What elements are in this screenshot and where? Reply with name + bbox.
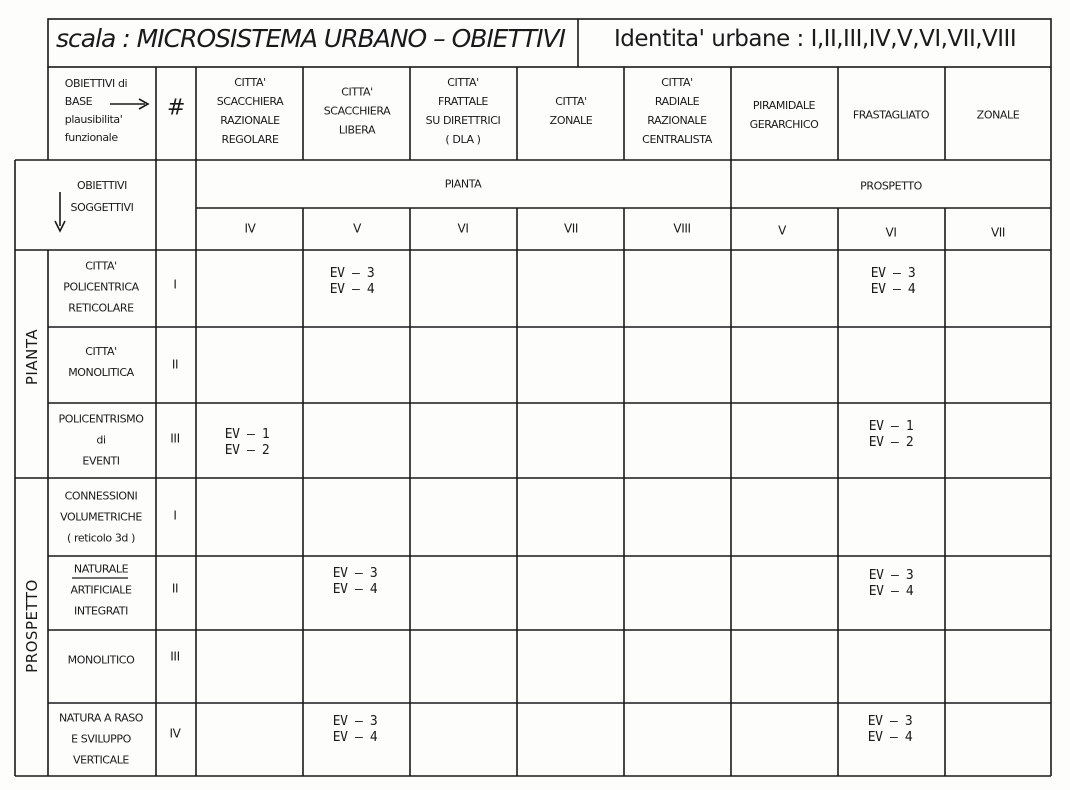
row-label-6: MONOLITICO (67, 653, 135, 667)
col-num-1: IV (244, 221, 256, 236)
row-num-7: IV (169, 726, 181, 741)
col-header-7: FRASTAGLIATO (852, 108, 930, 122)
col-num-2: V (353, 221, 361, 236)
row-label-4: CONNESSIONI VOLUMETRICHE ( reticolo 3d ) (60, 489, 142, 545)
hash-label: # (166, 95, 186, 121)
row-num-3: III (170, 431, 180, 446)
col-num-4: VII (563, 221, 579, 236)
col-header-8: ZONALE (976, 108, 1020, 122)
down-arrow-icon (55, 192, 65, 231)
row-num-6: III (170, 649, 180, 664)
col-header-4: CITTA' ZONALE (549, 95, 593, 127)
col-num-7: VI (885, 225, 897, 240)
cell-r5-c2: EV – 3 EV – 4 (332, 566, 378, 597)
row-num-4: I (173, 508, 177, 523)
cell-r1-c2: EV – 3 EV – 4 (329, 266, 375, 297)
cell-r3-c1: EV – 1 EV – 2 (224, 427, 270, 458)
group-header-prospetto: PROSPETTO (860, 179, 922, 193)
row-group-pianta: PIANTA (23, 328, 41, 386)
page-title: scala : MICROSISTEMA URBANO – OBIETTIVI (56, 24, 565, 53)
col-header-6: PIRAMIDALE GERARCHICO (749, 99, 819, 131)
col-header-5: CITTA' RADIALE RAZIONALE CENTRALISTA (642, 76, 712, 146)
row-label-7: NATURA A RASO E SVILUPPO VERTICALE (58, 711, 144, 767)
cell-r7-c7: EV – 3 EV – 4 (867, 714, 913, 745)
row-num-1: I (173, 277, 177, 292)
row-label-1: CITTA' POLICENTRICA RETICOLARE (63, 259, 139, 315)
cell-r5-c7: EV – 3 EV – 4 (868, 568, 914, 599)
row-label-2: CITTA' MONOLITICA (68, 345, 134, 379)
row-label-5: NATURALE ARTIFICIALE INTEGRATI (70, 562, 132, 618)
base-objectives-label: OBIETTIVI di BASE plausibilita' funzionale (64, 77, 128, 144)
col-header-2: CITTA' SCACCHIERA LIBERA (323, 85, 391, 137)
group-header-pianta: PIANTA (444, 177, 482, 191)
row-group-prospetto: PROSPETTO (23, 579, 41, 673)
row-num-5: II (171, 581, 179, 596)
col-num-5: VIII (673, 221, 691, 236)
row-label-3: POLICENTRISMO di EVENTI (58, 412, 144, 468)
row-num-2: II (171, 357, 179, 372)
col-num-8: VII (990, 225, 1006, 240)
col-num-3: VI (457, 221, 469, 236)
col-header-3: CITTA' FRATTALE SU DIRETTRICI ( DLA ) (425, 76, 501, 146)
cell-r3-c7: EV – 1 EV – 2 (868, 419, 914, 450)
cell-r1-c7: EV – 3 EV – 4 (870, 266, 916, 297)
cell-r7-c2: EV – 3 EV – 4 (332, 714, 378, 745)
urban-identities-title: Identita' urbane : I,II,III,IV,V,VI,VII,VIII (614, 26, 1017, 52)
col-header-1: CITTA' SCACCHIERA RAZIONALE REGOLARE (216, 76, 284, 146)
subjective-objectives-label: OBIETTIVI SOGGETTIVI (70, 179, 134, 214)
col-num-6: V (778, 223, 786, 238)
